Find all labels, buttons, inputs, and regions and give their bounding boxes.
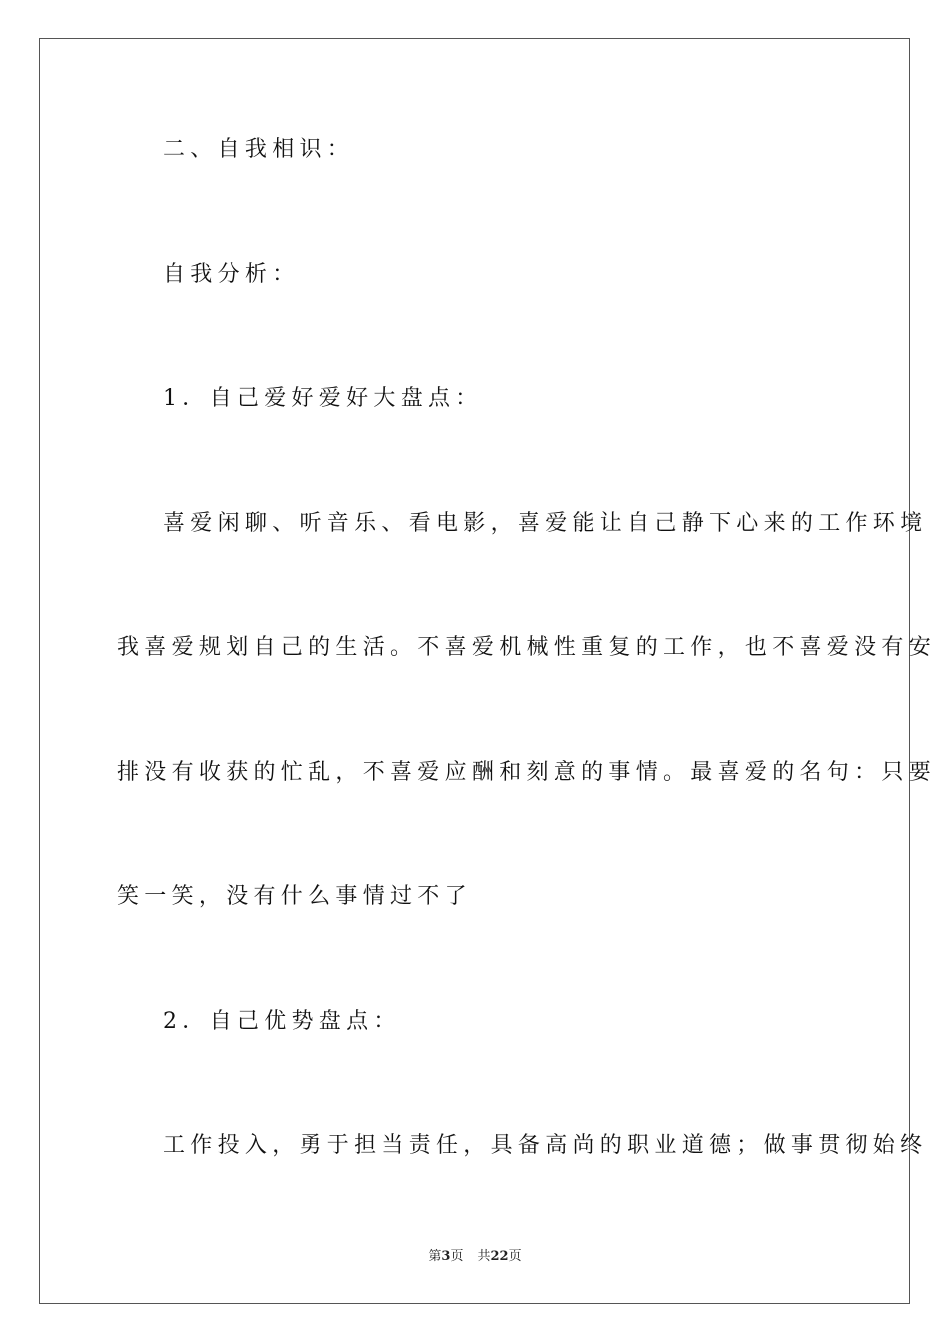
paragraph-line: 喜爱闲聊、听音乐、看电影，喜爱能让自己静下心来的工作环境 <box>163 511 928 536</box>
paragraph-line: 笑一笑，没有什么事情过不了 <box>117 884 472 909</box>
page-border <box>39 38 910 1304</box>
page-footer <box>0 1249 950 1265</box>
paragraph-line: 工作投入，勇于担当责任，具备高尚的职业道德；做事贯彻始终 <box>163 1133 928 1158</box>
page-prefix: 第 <box>428 1249 442 1264</box>
page-number: 3 <box>441 1249 451 1264</box>
paragraph-line: 排没有收获的忙乱，不喜爱应酬和刻意的事情。最喜爱的名句：只要 <box>117 760 937 785</box>
total-suffix: 页 <box>508 1249 522 1264</box>
paragraph-line: 我喜爱规划自己的生活。不喜爱机械性重复的工作，也不喜爱没有安 <box>117 635 937 660</box>
subsection-heading: 自我分析： <box>163 262 300 287</box>
total-pages: 22 <box>490 1249 509 1264</box>
page-suffix: 页 <box>450 1249 464 1264</box>
section-heading: 二、自我相识： <box>163 137 355 162</box>
list-heading-1: 1．自己爱好爱好大盘点： <box>163 386 483 411</box>
total-prefix: 共 <box>477 1249 491 1264</box>
list-heading-2: 2．自己优势盘点： <box>163 1009 401 1034</box>
